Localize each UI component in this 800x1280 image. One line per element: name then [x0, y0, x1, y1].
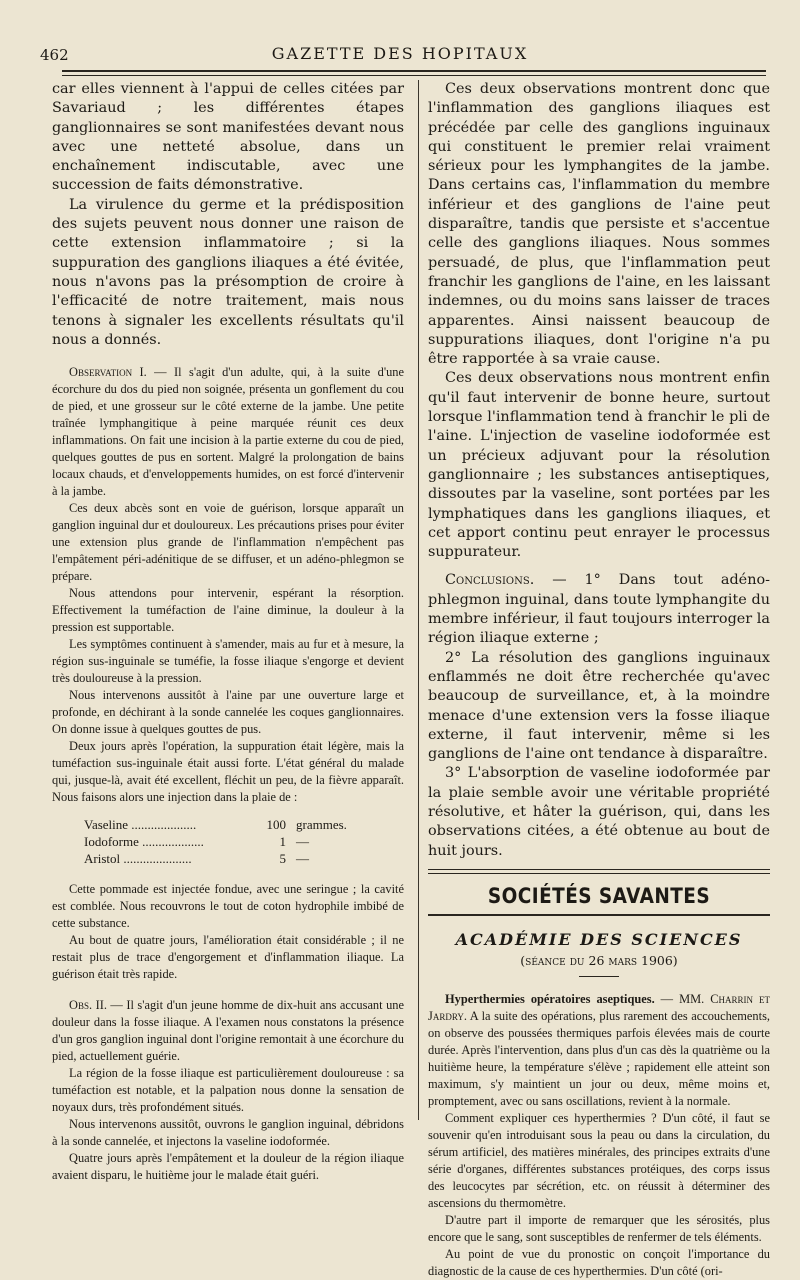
- header-rule-thin: [62, 75, 766, 76]
- paragraph: La région de la fosse iliaque est particulièrement douloureuse : sa tuméfaction est notable, et la palpation nous donne la sensation de noyaux durs, très profondément situés.: [52, 1066, 404, 1115]
- conclusions: [428, 571, 770, 648]
- paragraph: Nous intervenons aussitôt, ouvrons le ganglion inguinal, débridons à la sonde cannelée, et injectons la vaseline iodoformée.: [52, 1117, 404, 1149]
- prescription-row: Iodoforme ................... 1 —: [84, 834, 309, 850]
- header-rule: [62, 70, 766, 72]
- short-rule: [579, 976, 619, 977]
- paragraph: D'autre part il importe de remarquer que les sérosités, plus encore que le sang, sont susceptibles de renfermer de tels éléments.: [428, 1212, 770, 1244]
- observation-text: — Il s'agit d'un jeune homme de dix-huit ans accusant une douleur dans la fosse iliaque. A l'examen nous constatons la présence d'un gros ganglion inguinal dont l'origine remontait à une écorchure du pied, actuellement guérie.: [52, 998, 405, 1064]
- conclusions-text: — 1° Dans tout adéno-phlegmon inguinal, dans toute lymphangite du membre inférieur, il faut toujours interroger la région iliaque externe ;: [428, 572, 770, 647]
- paragraph: Quatre jours après l'empâtement et la douleur de la région iliaque avaient disparu, le huitième jour le malade était guéri.: [52, 1151, 404, 1183]
- observation-1: [52, 364, 404, 500]
- paragraph: Les symptômes continuent à s'amender, mais au fur et à mesure, la région sus-inguinale se tuméfie, la fosse iliaque s'engorge et devient très douloureuse à la pression.: [52, 637, 404, 686]
- paragraph: 2° La résolution des ganglions inguinaux enflammés ne doit être recherchée qu'avec beaucoup de surveillance, et, à la moindre menace d'une extension vers la fosse iliaque externe, il faut intervenir, même si les ganglions de l'aine ont tendance à disparaître.: [428, 649, 770, 763]
- article-authors: Charrin et Jardry.: [428, 991, 771, 1023]
- paragraph: Ces deux observations montrent donc que l'inflammation des ganglions iliaques est précédée par celle des ganglions inguinaux qui constituent le premier relai vraiment sérieux pour les lymphangites de la jambe. Dans certains cas, l'inflammation du membre inférieur et des ganglions de l'aine peut disparaître, tandis que persiste et s'accentue celle des ganglions iliaques. Nous sommes persuadé, de plus, que l'inflammation peut franchir les ganglions de l'aine, en les laissant indemnes, ou du moins sans laisser de traces apparentes. Ainsi naissent beaucoup de suppurations iliaques, dont l'origine n'a pu être rapportée à sa vraie cause.: [428, 81, 770, 368]
- article-hyperthermies: Hyperthermies opératoires aseptiques. — MM. Charrin et Jardry. A la suite des opérations, plus rarement des accouchements, on observe des poussées thermiques parfois élevées mais de courte durée. Après l'intervention, dans plus d'un cas dès la quatrième ou la huitième heure, la température s'élève ; rapidement elle atteint son maximum, s'y maintient un jour ou deux, même moins et, promptement, avec ou sans oscillations, revient à la normale.: [428, 991, 771, 1108]
- section-rule-bottom: [428, 914, 770, 916]
- paragraph: Comment expliquer ces hyperthermies ? D'un côté, il faut se souvenir qu'en introduisant sous la peau ou dans la circulation, du sérum artificiel, des matières minérales, des principes extraits d'une série d'organes, différentes substances protéiques, des corps issus des leucocytes par sécrétion, etc. on réussit à déterminer des ascensions du thermomètre.: [428, 1110, 770, 1210]
- prescription-row: Vaseline .................... 100 grammes.: [84, 817, 347, 833]
- paragraph: Ces deux abcès sont en voie de guérison, lorsque apparaît un ganglion inguinal dur et douloureux. Les précautions prises pour éviter une extension plus grande de l'inflammation n'empêchent pas l'empâtement péri-adénitique de se diffuser, et un adéno-phlegmon se prépare.: [52, 501, 404, 584]
- paragraph: Nous attendons pour intervenir, espérant la résorption. Effectivement la tuméfaction de l'aine diminue, la douleur à la pression est supportable.: [52, 586, 404, 635]
- page-number: 462: [40, 46, 69, 64]
- paragraph: La virulence du germe et la prédisposition des sujets peuvent nous donner une raison de cette extension inflammatoire ; si la suppuration des ganglions iliaques a été évitée, nous n'avons pas la présomption de croire à l'efficacité de notre traitement, mais nous tenons à signaler les excellents résultats qu'il nous a donnés.: [52, 196, 404, 348]
- paragraph: Nous intervenons aussitôt à l'aine par une ouverture large et profonde, en déchirant à la sonde cannelée les coques ganglionnaires. On donne issue à quelques gouttes de pus.: [52, 688, 404, 737]
- prescription-table: [84, 816, 404, 867]
- observation-2: [52, 997, 404, 1065]
- left-column: [52, 80, 404, 1184]
- observation-label: Obs. II.: [69, 998, 107, 1013]
- paragraph: Au point de vue du pronostic on conçoit l'importance du diagnostic de la cause de ces hyperthermies. D'un côté (ori-: [428, 1246, 770, 1278]
- observation-text: — Il s'agit d'un adulte, qui, à la suite d'une écorchure du dos du pied non soignée, présenta un gonflement du cou de pied, et une grosseur sur le côté externe de la jambe. Une petite traînée lymphangitique à peine marquée réunit ces deux inflammations. On fait une incision à la partie externe du cou de pied, quelques gouttes de pus en sortent. Malgré la prolongation de bains locaux chauds, et d'enveloppements humides, on est forcé d'intervenir à la jambe.: [52, 365, 404, 499]
- article-text: A la suite des opérations, plus rarement des accouchements, on observe des poussées thermiques parfois élevées mais de courte durée. Après l'intervention, dans plus d'un cas dès la quatrième ou la huitième heure, la température s'élève ; rapidement elle atteint son maximum, s'y maintient un jour ou deux, même moins et, promptement, avec ou sans oscillations, revient à la normale.: [428, 1008, 770, 1108]
- section-rule: [428, 869, 770, 874]
- session-date: (séance du 26 mars 1906): [520, 952, 678, 968]
- observation-label: Observation I.: [69, 365, 147, 380]
- right-column: [428, 80, 770, 1280]
- paragraph: Deux jours après l'opération, la suppuration était légère, mais la tuméfaction sus-inguinale était aussi forte. L'état général du malade qui, jusque-là, avait été excellent, fléchit un peu, de la fièvre apparaît. Nous faisons alors une injection dans la plaie de :: [52, 739, 404, 805]
- conclusions-label: Conclusions.: [445, 572, 535, 589]
- article-title: Hyperthermies opératoires aseptiques.: [445, 991, 655, 1006]
- column-divider: [418, 80, 419, 1120]
- running-title: GAZETTE DES HOPITAUX: [271, 44, 529, 63]
- paragraph: Ces deux observations nous montrent enfin qu'il faut intervenir de bonne heure, surtout lorsque l'inflammation tend à franchir le pli de l'aine. L'injection de vaseline iodoformée est un précieux adjuvant pour la résolution ganglionnaire ; les substances antiseptiques, dissoutes par la vaseline, sont portées par les lymphatiques dans les ganglions iliaques, et cet apport continu peut enrayer le processus suppurateur.: [428, 370, 770, 561]
- prescription-row: Aristol ..................... 5 —: [84, 851, 309, 867]
- section-title: SOCIÉTÉS SAVANTES: [487, 883, 711, 908]
- paragraph: 3° L'absorption de vaseline iodoformée par la plaie semble avoir une véritable propriété résolutive, et hâter la guérison, qui, dans les observations citées, a été obtenue au bout de huit jours.: [428, 765, 770, 859]
- academy-heading: ACADÉMIE DES SCIENCES: [455, 929, 743, 949]
- paragraph: Au bout de quatre jours, l'amélioration était considérable ; il ne restait plus de trace d'engorgement et d'inflammation iliaque. La guérison était très rapide.: [52, 933, 404, 982]
- paragraph: Cette pommade est injectée fondue, avec une seringue ; la cavité est comblée. Nous recouvrons le tout de coton hydrophile imbibé de cette substance.: [52, 882, 404, 931]
- paragraph: car elles viennent à l'appui de celles citées par Savariaud ; les différentes étapes ganglionnaires se sont manifestées devant nous avec une netteté absolue, dans un enchaînement indiscutable, avec une succession de faits démonstrative.: [52, 81, 404, 194]
